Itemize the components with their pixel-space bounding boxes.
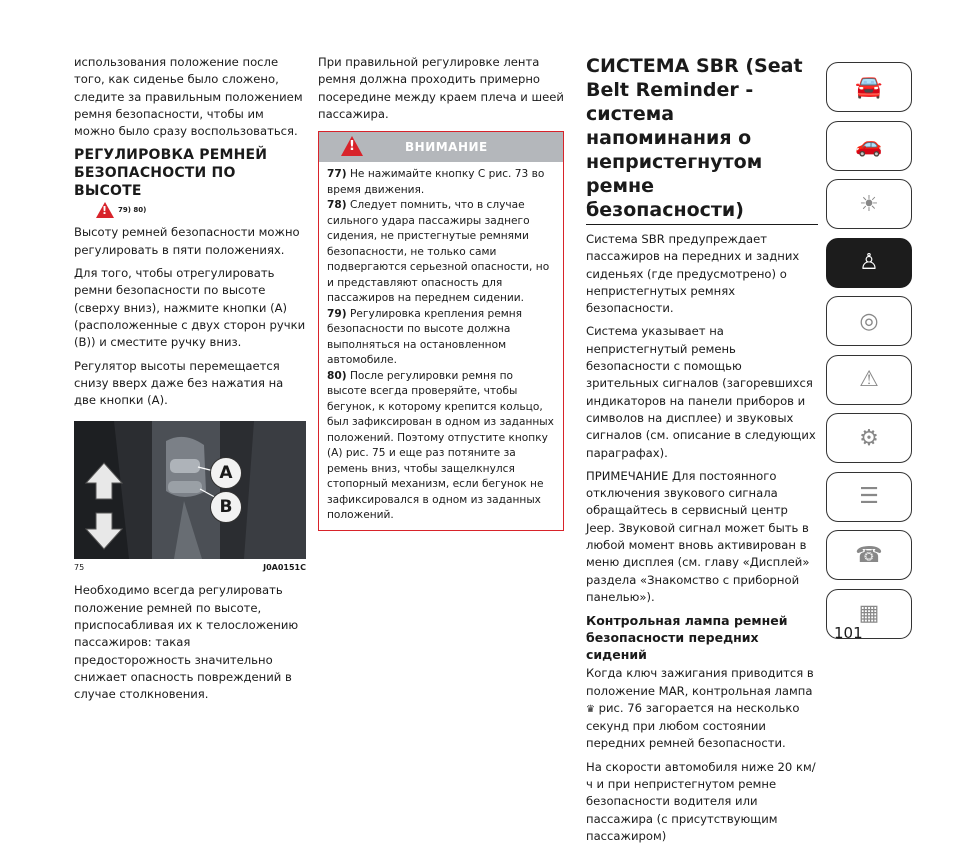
column-1 (74, 54, 306, 710)
paragraph: Необходимо всегда регулировать положение ремней по высоте, приспосабливая их к телосложению пассажиров: такая предосторожность значительно снижает опасность повреждений в случае столкновения. (74, 583, 299, 702)
warning-triangle-icon (96, 202, 114, 218)
column-3 (586, 54, 818, 851)
paragraph: ПРИМЕЧАНИЕ Для постоянного отключения звукового сигнала обращайтесь в сервисный центр Jeep. Звуковой сигнал может быть в любой момент вновь активирован в меню дисплея (см. главу «Дисплей» раздела «Знакомство с приборной панелью»). (586, 468, 810, 604)
paragraph: Для того, чтобы отрегулировать ремни безопасности по высоте (сверху вниз), нажмите кнопки (A) (расположенные с двух сторон ручки (B)) и сместите ручку вниз. (74, 266, 306, 350)
emergency-icon[interactable]: ⚠ (826, 355, 912, 405)
paragraph: Система SBR предупреждает пассажиров на передних и задних сиденьях (где предусмотрено) о непристегнутых ремнях безопасности. (586, 232, 800, 316)
warning-text: После регулировки ремня по высоте всегда проверяйте, чтобы бегунок, к которому крепится кольцо, был зафиксирован в одном из заданных положений. Поэтому отпустите кнопку (A) рис. 75 и еще раз потяните за ремень вниз, чтобы защелкнулся стопорный механизм, если бегунок не зафиксировался в одном из заданных положений. (327, 369, 554, 522)
specs-icon[interactable]: ☰ (826, 472, 912, 522)
warning-lights-icon[interactable]: ☀ (826, 179, 912, 229)
warning-num: 79) (327, 307, 347, 320)
warning-header (319, 132, 563, 162)
paragraph-text: Когда ключ зажигания приводится в положение MAR, контрольная лампа (586, 666, 814, 698)
callout-b-label: B (219, 497, 233, 518)
paragraph: Высоту ремней безопасности можно регулировать в пяти положениях. (74, 225, 300, 257)
subsection-heading: Контрольная лампа ремней безопасности передних сидений (586, 613, 788, 663)
index-icon[interactable]: ▦ (826, 589, 912, 639)
warning-refs-text: 79) 80) (118, 206, 147, 215)
paragraph: На скорости автомобиля ниже 20 км/ч и при непристегнутом ремне безопасности водителя или пассажира (с присутствующим пассажиром) (586, 759, 816, 843)
seatbelt-adjuster-illustration (74, 421, 306, 559)
warning-item (327, 198, 555, 307)
intro-text: использования положение после того, как сиденье было сложено, следите за правильным положением ремня безопасности, чтобы им можно было сразу воспользоваться. (74, 55, 303, 139)
warning-title: ВНИМАНИЕ (405, 140, 488, 155)
figure-75 (74, 421, 306, 559)
car-info-icon[interactable]: 🚗 (826, 121, 912, 171)
page-number: 101 (834, 624, 863, 642)
section-title-block (586, 54, 818, 225)
warning-text: Следует помнить, что в случае сильного удара пассажиры заднего сидения, не пристегнутые ремнями безопасности, не только сами подвергаются серьезной опасности, но и представляют опасность для пассажиров на переднем сидении. (327, 199, 550, 305)
paragraph-text: рис. 76 загорается на несколько секунд при любом состоянии передних ремней безопасности. (586, 700, 800, 751)
paragraph (586, 665, 818, 752)
figure-code: J0A0151C (263, 563, 306, 573)
section-heading: РЕГУЛИРОВКА РЕМНЕЙ БЕЗОПАСНОСТИ ПО ВЫСОТЕ (74, 147, 268, 200)
paragraph: Система указывает на непристегнутый ремень безопасности с помощью зрительных сигналов (загоревшихся индикаторов на панели приборов и символов на дисплее) и звуковых сигналов (см. описание в следующих параграфах). (586, 324, 816, 460)
figure-caption (74, 563, 306, 572)
paragraph: При правильной регулировке лента ремня должна проходить примерно посередине между краем плеча и шеей пассажира. (318, 55, 564, 121)
paragraph: Регулятор высоты перемещается снизу вверх даже без нажатия на две кнопки (A). (74, 358, 284, 408)
warning-box (318, 131, 564, 531)
warning-num: 78) (327, 199, 347, 212)
warning-num: 80) (327, 369, 347, 382)
seatbelt-warning-icon: ♛ (586, 703, 595, 715)
warning-refs (96, 202, 306, 218)
car-dashboard-icon[interactable]: 🚘 (826, 62, 912, 112)
warning-num: 77) (327, 168, 347, 181)
column-2 (318, 54, 564, 531)
warning-triangle-icon (341, 136, 363, 156)
chapter-sidebar (826, 62, 912, 647)
warning-text: Регулировка крепления ремня безопасности по высоте должна выполняться на остановленном автомобиле. (327, 307, 523, 367)
warning-item (327, 167, 555, 198)
figure-number: 75 (74, 563, 85, 573)
warning-item (327, 369, 555, 524)
section-title: СИСТЕМА SBR (Seat Belt Reminder - система напоминания о непристегнутом ремне безопасности) (586, 55, 803, 221)
multimedia-icon[interactable]: ☎ (826, 530, 912, 580)
warning-text: Не нажимайте кнопку C рис. 73 во время движения. (327, 168, 545, 196)
steering-icon[interactable]: ◎ (826, 296, 912, 346)
warning-body (319, 162, 563, 530)
callout-a-label: A (219, 463, 233, 484)
warning-item (327, 307, 555, 369)
maintenance-icon[interactable]: ⚙ (826, 413, 912, 463)
seatbelt-airbag-icon[interactable]: ♙ (826, 238, 912, 288)
